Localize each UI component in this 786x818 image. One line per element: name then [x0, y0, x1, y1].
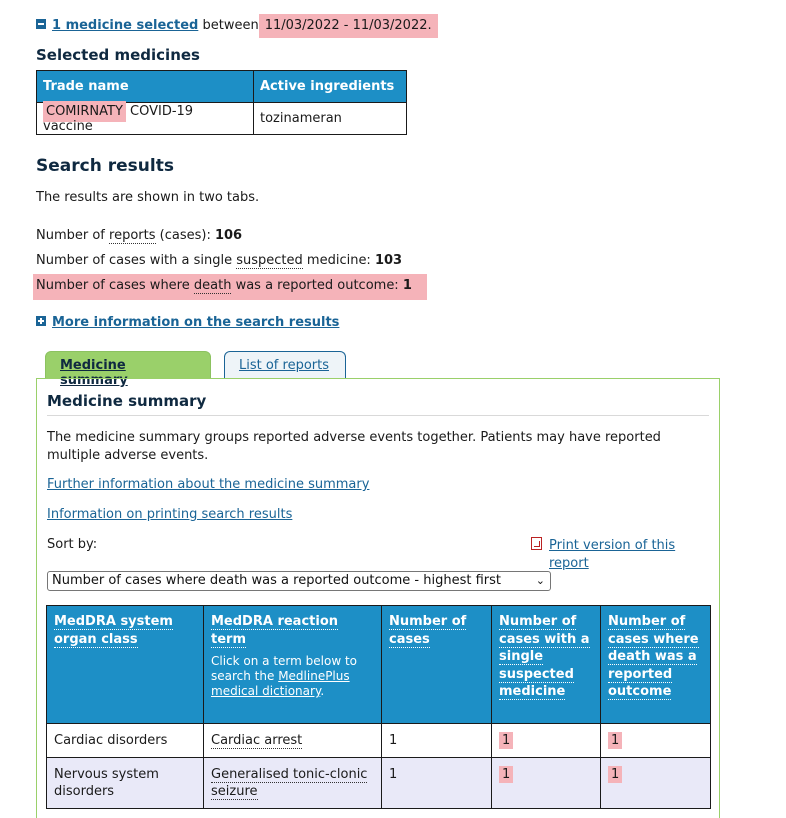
- single-value-highlight: 1: [499, 732, 513, 749]
- single-cell: [492, 724, 601, 758]
- cases-cell: 1: [382, 758, 492, 809]
- results-intro: The results are shown in two tabs.: [36, 190, 260, 205]
- sort-select-value: Number of cases where death was a reported outcome - highest first: [52, 573, 501, 588]
- panel-divider: [47, 415, 709, 416]
- medicine-selected-link[interactable]: 1 medicine selected: [52, 18, 199, 33]
- trade-name-highlight: COMIRNATY: [43, 101, 126, 122]
- table-row: [47, 724, 711, 758]
- reaction-term-link[interactable]: Cardiac arrest: [211, 733, 303, 748]
- between-text: between: [202, 18, 259, 33]
- death-value-highlight: 1: [608, 766, 622, 783]
- reports-term[interactable]: reports: [109, 228, 156, 243]
- term-header[interactable]: [204, 606, 382, 724]
- panel-title: Medicine summary: [47, 392, 207, 410]
- reports-pre: Number of: [36, 228, 110, 243]
- cases-header[interactable]: [382, 606, 492, 724]
- death-header[interactable]: [601, 606, 711, 724]
- reaction-term-link[interactable]: Generalised tonic-clonic seizure: [211, 767, 368, 799]
- pdf-icon[interactable]: [531, 537, 542, 550]
- trade-name-cell: [37, 103, 254, 135]
- selected-medicines-title: Selected medicines: [36, 46, 200, 64]
- term-cell: [204, 724, 382, 758]
- trade-name-rest: COVID-19 vaccine: [43, 103, 194, 134]
- panel-description: The medicine summary groups reported adverse events together. Patients may have reported multiple adverse events.: [47, 430, 661, 463]
- tab-list-of-reports[interactable]: [224, 351, 346, 379]
- table-row: [47, 758, 711, 809]
- death-value-highlight: 1: [608, 732, 622, 749]
- single-header[interactable]: [492, 606, 601, 724]
- single-pre: Number of cases with a single: [36, 253, 237, 268]
- single-header-label: Number of cases with a single suspected medicine: [499, 614, 590, 699]
- term-header-note: [211, 654, 374, 699]
- further-info-link[interactable]: Further information about the medicine summary: [47, 477, 370, 492]
- trade-name-header: Trade name: [37, 71, 254, 103]
- search-results-title: Search results: [36, 156, 174, 176]
- active-ingredient-cell: tozinameran: [254, 103, 407, 135]
- cases-cell: 1: [382, 724, 492, 758]
- tab-medicine-summary[interactable]: [45, 351, 211, 388]
- death-cell: [601, 758, 711, 809]
- death-term[interactable]: death: [193, 278, 232, 293]
- selection-summary: [36, 14, 438, 34]
- more-info-link[interactable]: More information on the search results: [52, 315, 340, 330]
- term-note-pre: Click on a term below to search the: [211, 654, 358, 683]
- cases-header-label: Number of cases: [389, 614, 467, 647]
- single-cell: [492, 758, 601, 809]
- date-range: 11/03/2022 - 11/03/2022.: [259, 14, 438, 38]
- death-pre: Number of cases where: [36, 278, 194, 293]
- death-outcome-line: [33, 274, 427, 300]
- collapse-icon[interactable]: [36, 19, 46, 29]
- single-post: medicine:: [302, 253, 375, 268]
- soc-header-label: MedDRA system organ class: [54, 614, 173, 647]
- tab-medicine-summary-label: Medicine summary: [60, 358, 128, 388]
- term-header-label: MedDRA reaction term: [211, 614, 339, 647]
- medicine-summary-panel: [36, 378, 720, 818]
- reports-post: (cases):: [155, 228, 215, 243]
- soc-cell: Cardiac disorders: [47, 724, 204, 758]
- death-header-label: Number of cases where death was a reported outcome: [608, 614, 699, 699]
- death-value: 1: [402, 278, 412, 293]
- active-ingredients-header: Active ingredients: [254, 71, 407, 103]
- reports-value: 106: [214, 228, 243, 243]
- printing-info-link[interactable]: Information on printing search results: [47, 507, 293, 522]
- single-value: 103: [374, 253, 403, 268]
- death-cell: [601, 724, 711, 758]
- medlineplus-link[interactable]: MedlinePlus medical dictionary: [211, 669, 350, 698]
- single-value-highlight: 1: [499, 766, 513, 783]
- sort-label: Sort by:: [47, 537, 98, 552]
- expand-icon[interactable]: [36, 316, 46, 326]
- reports-count-line: [36, 228, 242, 243]
- print-version-link[interactable]: Print version of this report: [549, 538, 676, 571]
- soc-cell: Nervous system disorders: [47, 758, 204, 809]
- death-post: was a reported outcome:: [231, 278, 403, 293]
- suspected-term[interactable]: suspected: [236, 253, 303, 268]
- results-table: [46, 605, 711, 809]
- more-info-row: [36, 315, 339, 330]
- single-suspected-line: [36, 253, 402, 268]
- tab-list-of-reports-label: List of reports: [239, 358, 329, 373]
- soc-header[interactable]: [47, 606, 204, 724]
- term-cell: [204, 758, 382, 809]
- chevron-down-icon: ⌄: [535, 574, 545, 587]
- term-note-post: .: [320, 684, 325, 698]
- sort-select[interactable]: [47, 571, 551, 591]
- selected-medicines-table: [36, 70, 407, 135]
